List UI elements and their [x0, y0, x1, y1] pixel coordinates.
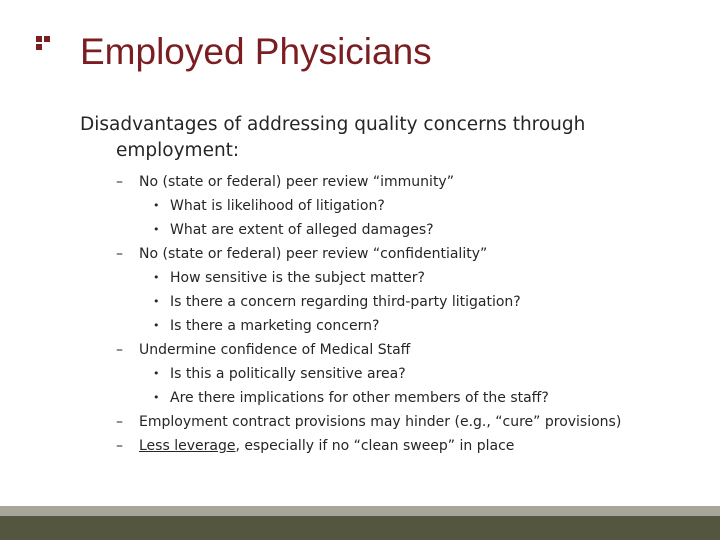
- list-item: [80, 170, 680, 242]
- bullet-marker: •: [153, 271, 160, 284]
- bullet-marker: •: [153, 391, 160, 404]
- underlined-text: Less leverage: [139, 438, 236, 454]
- bullet-marker: •: [153, 367, 160, 380]
- slide-body: [80, 112, 680, 458]
- sub-item-text: What is likelihood of litigation?: [170, 198, 385, 214]
- sub-list: [139, 266, 680, 338]
- sub-item-text: Is there a marketing concern?: [170, 318, 380, 334]
- lead-text: [80, 112, 680, 164]
- logo-icon: [36, 36, 52, 52]
- list-item: [80, 410, 680, 434]
- slide-title: Employed Physicians: [80, 31, 432, 72]
- footer-band-dark: [0, 516, 720, 540]
- bullet-marker: •: [153, 319, 160, 332]
- lead-line-2: employment:: [116, 140, 240, 161]
- bullet-marker: •: [153, 223, 160, 236]
- item-text: , especially if no “clean sweep” in place: [235, 438, 515, 454]
- bullet-marker: •: [153, 295, 160, 308]
- sub-list: [139, 194, 680, 242]
- sub-list-item: [139, 314, 680, 338]
- list-item: [80, 242, 680, 338]
- sub-item-text: Are there implications for other members of the staff?: [170, 390, 549, 406]
- dash-marker: –: [116, 438, 123, 454]
- footer-band-light: [0, 506, 720, 516]
- sub-list-item: [139, 266, 680, 290]
- sub-list-item: [139, 290, 680, 314]
- dash-marker: –: [116, 414, 123, 430]
- dash-marker: –: [116, 246, 123, 262]
- sub-list-item: [139, 194, 680, 218]
- sub-item-text: What are extent of alleged damages?: [170, 222, 434, 238]
- item-text: Employment contract provisions may hinder (e.g., “cure” provisions): [139, 414, 622, 430]
- sub-list-item: [139, 218, 680, 242]
- sub-item-text: How sensitive is the subject matter?: [170, 270, 425, 286]
- lead-line-1: Disadvantages of addressing quality concerns through: [80, 114, 586, 135]
- bullet-marker: •: [153, 199, 160, 212]
- item-text: No (state or federal) peer review “immunity”: [139, 174, 454, 190]
- list-item: [80, 434, 680, 458]
- sub-list-item: [139, 362, 680, 386]
- sub-item-text: Is this a politically sensitive area?: [170, 366, 406, 382]
- sub-list-item: [139, 386, 680, 410]
- item-text: No (state or federal) peer review “confidentiality”: [139, 246, 488, 262]
- dash-marker: –: [116, 174, 123, 190]
- disadvantages-list: [80, 170, 680, 458]
- item-text: Undermine confidence of Medical Staff: [139, 342, 411, 358]
- dash-marker: –: [116, 342, 123, 358]
- sub-item-text: Is there a concern regarding third-party litigation?: [170, 294, 521, 310]
- list-item: [80, 338, 680, 410]
- sub-list: [139, 362, 680, 410]
